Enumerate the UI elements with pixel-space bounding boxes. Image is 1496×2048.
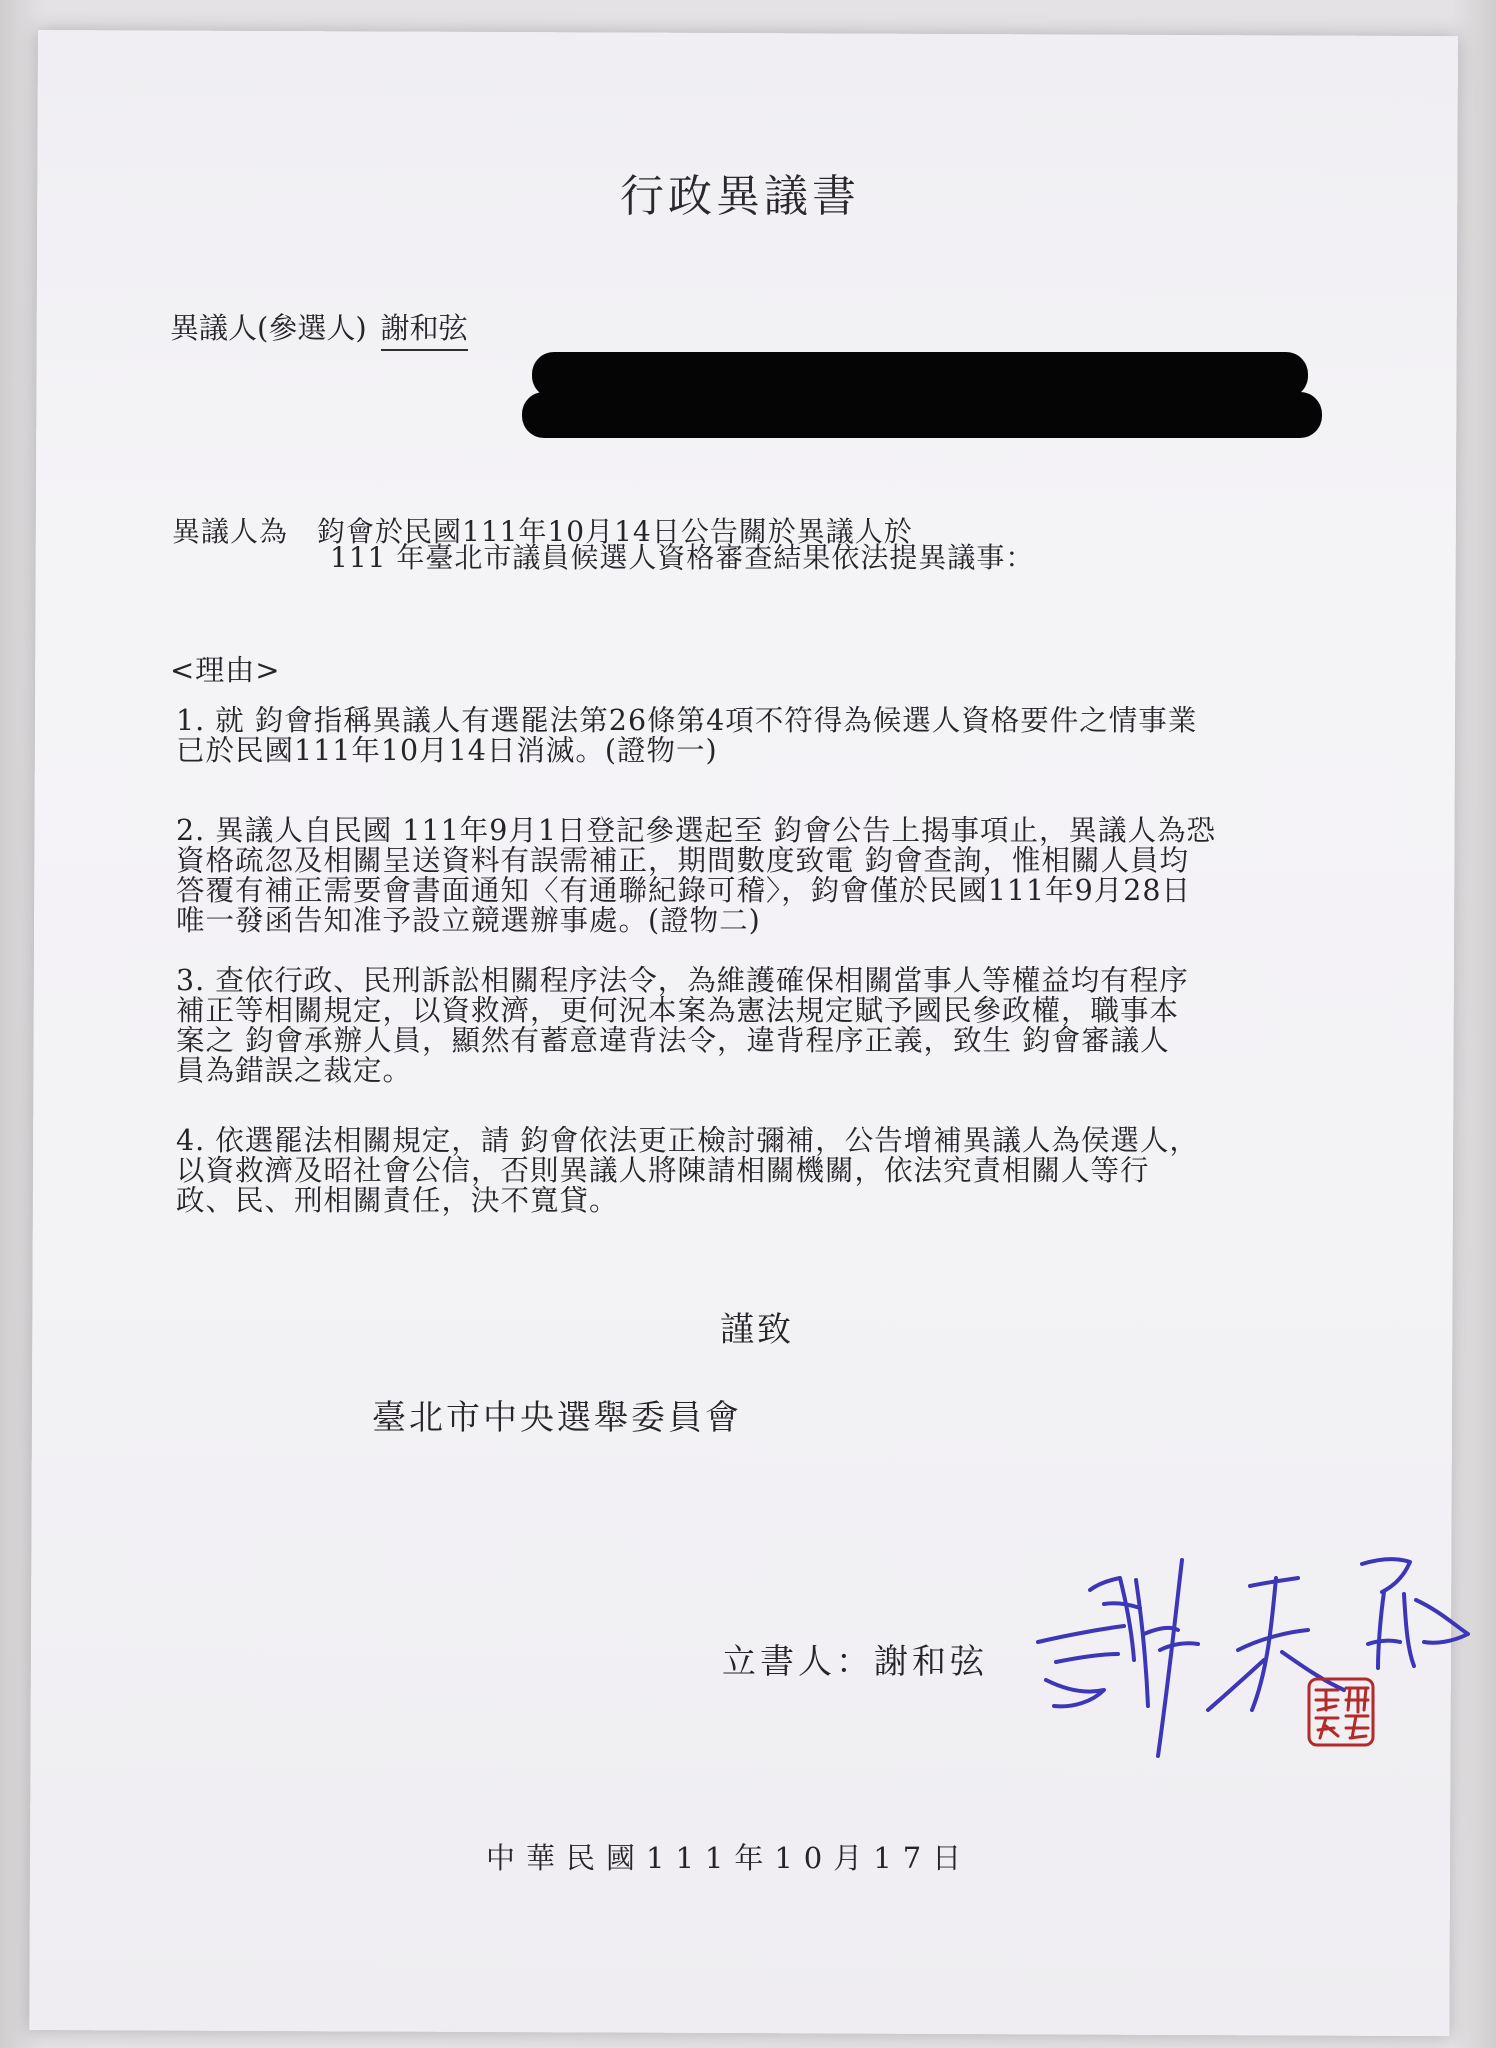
reason-line: 已於民國111年10月14日消滅。(證物一) — [176, 734, 718, 767]
intro-line: 異議人為 鈞會於民國111年10月14日公告關於異議人於 — [172, 515, 913, 548]
addressee: 臺北市中央選舉委員會 — [372, 1398, 742, 1438]
reason-line: 4. 依選罷法相關規定，請 鈞會依法更正檢討彌補，公告增補異議人為侯選人， — [176, 1124, 1199, 1157]
redaction-bar — [522, 392, 1322, 438]
intro-line: 111 年臺北市議員候選人資格審查結果依法提異議事： — [330, 541, 1035, 574]
reason-line: 唯一發函告知准予設立競選辦事處。(證物二) — [176, 904, 761, 937]
objector-label: 異議人(參選人) — [170, 311, 367, 345]
reason-line: 1. 就 鈞會指稱異議人有選罷法第26條第4項不符得為候選人資格要件之情事業 — [176, 704, 1198, 737]
reason-line: 補正等相關規定，以資救濟，更何況本案為憲法規定賦予國民參政權，職事本 — [176, 994, 1180, 1027]
reason-item-2 — [176, 816, 1216, 936]
reason-item-1 — [176, 706, 1197, 766]
reason-line: 資格疏忽及相關呈送資料有誤需補正，期間數度致電 鈞會查詢，惟相關人員均 — [176, 844, 1190, 877]
reason-heading: <理由> — [170, 653, 281, 687]
reason-line: 3. 查依行政、民刑訴訟相關程序法令，為維護確保相關當事人等權益均有程序 — [176, 964, 1189, 997]
handwritten-signature — [1032, 1530, 1472, 1800]
signer-label: 立書人：謝和弦 — [722, 1642, 988, 1682]
document-title: 行政異議書 — [620, 171, 860, 222]
reason-line: 案之 鈞會承辦人員，顯然有蓄意違背法令，違背程序正義，致生 鈞會審議人 — [176, 1024, 1170, 1057]
reason-item-3 — [176, 966, 1189, 1086]
document-date: 中華民國111年10月17日 — [486, 1841, 973, 1875]
red-seal — [1306, 1676, 1376, 1748]
reason-line: 政、民、刑相關責任，決不寬貸。 — [176, 1184, 619, 1217]
salutation: 謹致 — [720, 1310, 794, 1350]
reason-line: 答覆有補正需要會書面通知〈有通聯紀錄可稽〉，鈞會僅於民國111年9月28日 — [176, 874, 1192, 907]
reason-item-4 — [176, 1126, 1199, 1216]
reason-line: 2. 異議人自民國 111年9月1日登記參選起至 鈞會公告上揭事項止，異議人為恐 — [176, 814, 1217, 847]
objector-name: 謝和弦 — [381, 306, 468, 351]
objector-row — [170, 306, 468, 351]
reason-line: 員為錯誤之裁定。 — [176, 1054, 413, 1087]
reason-line: 以資救濟及昭社會公信，否則異議人將陳請相關機關，依法究責相關人等行 — [176, 1154, 1150, 1187]
